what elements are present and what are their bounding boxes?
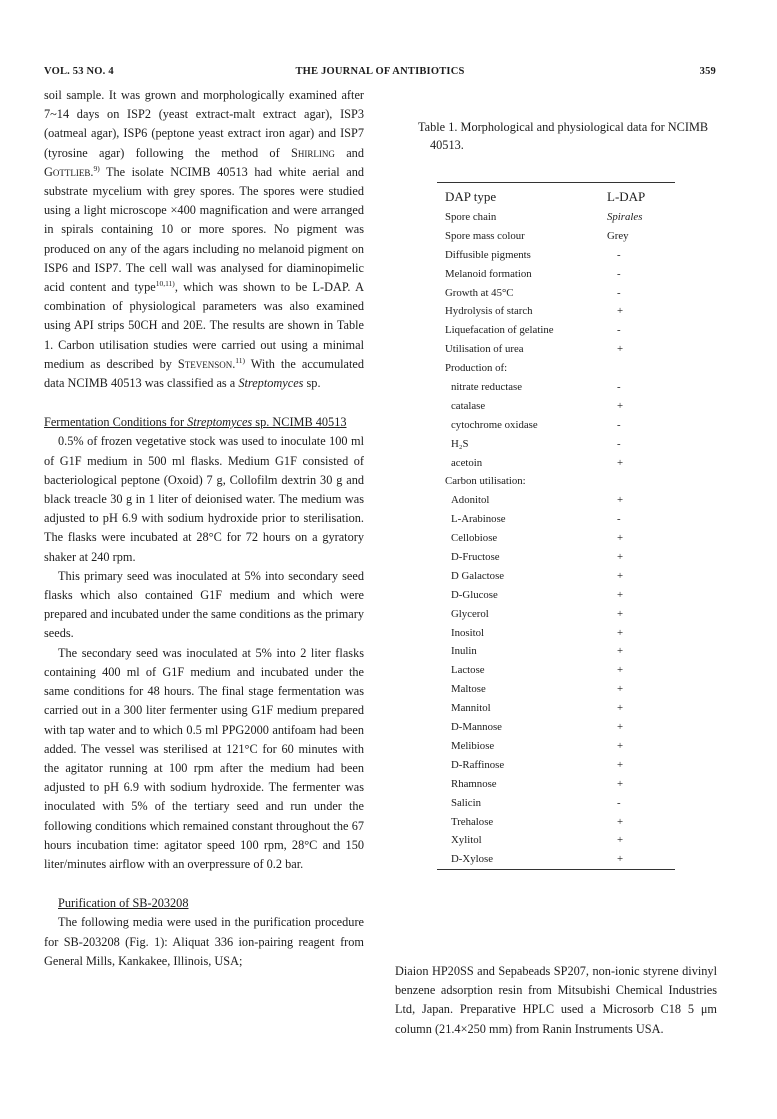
table-row [437, 378, 675, 397]
volume-number: VOL. 53 NO. 4 [44, 66, 114, 77]
table-row-value: + [617, 664, 624, 677]
table-row [437, 794, 675, 813]
author-shirling: Shirling [291, 145, 335, 160]
table-row [437, 567, 675, 586]
table-row-value: + [617, 834, 624, 847]
table-row [437, 756, 675, 775]
table-caption-block [418, 118, 718, 154]
table-row [437, 416, 675, 435]
table-row-label: D-Fructose [451, 551, 500, 564]
table-row-value: + [617, 551, 624, 564]
table-row [437, 397, 675, 416]
table-row-value: - [617, 267, 621, 280]
paragraph-fermentation-3: The secondary seed was inoculated at 5% into 2 liter flasks containing 400 ml of G1F medium and incubated under the same conditions for 48 hours. The final stage fermentation was carried out in a 300 liter fermenter using G1F medium prepared with tap water and to which 0.5 ml PPG2000 antifoam had been added. The vessel was sterilised at 121°C for 60 minutes with the agitator running at 100 rpm after the medium had been adjusted to pH 6.9 with sodium hydroxide. The fermenter was inoculated with 5% of the tertiary seed and run under the following conditions which remained constant throughout the 67 hours incubation time: agitator speed 100 rpm, 28°C and 150 liter/minutes airflow with an overpressure of 0.2 bar. [44, 645, 364, 871]
table-row-value: - [617, 324, 621, 337]
table-body [437, 208, 675, 869]
table-header-l-dap: L-DAP [607, 189, 646, 204]
table-row [437, 850, 675, 869]
table-row-value: + [617, 702, 624, 715]
table-row-value: - [617, 418, 621, 431]
table-row-label: L-Arabinose [451, 513, 506, 526]
paragraph-morphology: soil sample. It was grown and morphologically examined after 7~14 days on ISP2 (yeast extract-malt extract agar), ISP3 (oatmeal agar), ISP6 (peptone yeast extract iron agar) and ISP7 (tyrosine agar) following the method of Shirling and Gottlieb.$^{9)}$ The isolate NCIMB 40513 had white aerial and substrate mycelium with grey spores. The spores were studied using a light microscope ×400 magnification and were arranged in spirals containing 10 or more spores. No pigment was produced on any of the agars including no melanoid pigment on ISP6 and ISP7. The cell wall was analysed for diaminopimelic acid content and type$^{10,11)}$, which was shown to be L-DAP. A combination of physiological parameters was also examined using API strips 50CH and 20E. The results are shown in Table 1. Carbon utilisation studies were carried out using a minimal medium as described by Stevenson.$^{11)}$ With the accumulated data NCIMB 40513 was classified as a Streptomyces sp. [44, 88, 365, 391]
table-row-value: + [617, 532, 624, 545]
table-row-label: D-Xylose [451, 853, 493, 866]
table-row [437, 775, 675, 794]
table-header-dap-type: DAP type [445, 189, 497, 204]
table-row-label: Growth at 45°C [445, 286, 514, 299]
table-row [437, 624, 675, 643]
table-row-value: + [617, 815, 624, 828]
reference-9: 9) [93, 163, 100, 173]
table-row [437, 831, 675, 850]
table-row-value: + [617, 777, 624, 790]
table-row-value: + [617, 853, 624, 866]
table-row-label: Adonitol [451, 494, 490, 507]
table-row-label: Trehalose [451, 815, 494, 828]
table-row-value: - [617, 286, 621, 299]
table-row-label: catalase [451, 399, 486, 412]
table-header-row [437, 183, 675, 208]
table-row [437, 491, 675, 510]
table-row-label: Hydrolysis of starch [445, 305, 533, 318]
table-row-label: D-Glucose [451, 588, 498, 601]
table-row [437, 435, 675, 454]
table-row-value: Spirales [607, 211, 643, 223]
table-row-value: + [617, 494, 624, 507]
table-row [437, 227, 675, 246]
table-row [437, 548, 675, 567]
table-row-value: + [617, 305, 624, 318]
table-row [437, 246, 675, 265]
table-row-label: D-Raffinose [451, 758, 505, 771]
table-row-value: + [617, 721, 624, 734]
table-row-label: Salicin [451, 796, 481, 809]
running-header [44, 66, 716, 82]
table-row-value: + [617, 683, 624, 696]
table-row [437, 680, 675, 699]
table-row-label: Inulin [451, 645, 477, 658]
page-number: 359 [699, 66, 716, 77]
journal-title: THE JOURNAL OF ANTIBIOTICS [295, 66, 465, 77]
section-title-purification: Purification of SB-203208 [58, 896, 189, 911]
reference-11: 11) [235, 355, 246, 365]
table-row-label: Spore mass colour [445, 229, 525, 242]
table-row-value: + [617, 645, 624, 658]
table-row [437, 340, 675, 359]
table-row-value: + [617, 607, 624, 620]
paragraph-resins-hplc: Diaion HP20SS and Sepabeads SP207, non-ionic styrene divinyl benzene adsorption resin from Mitsubishi Chemical Industries Ltd, Japan. Preparative HPLC used a Microsorb C18 5 μm column (21.4×250 mm) from Ranin Instruments USA. [395, 964, 717, 1036]
table-row-value: + [617, 626, 624, 639]
table-row-label: Melibiose [451, 739, 495, 752]
table-row-label: Diffusible pigments [445, 248, 531, 261]
table-row-label: Cellobiose [451, 532, 498, 545]
table-row-label: Production of: [445, 362, 508, 375]
table-row-value: - [617, 248, 621, 261]
table-row [437, 699, 675, 718]
table-row-label: Spore chain [445, 211, 497, 223]
table-row-value: + [617, 758, 624, 771]
table-row-value: + [617, 569, 624, 582]
table-row [437, 586, 675, 605]
table-row-label: acetoin [451, 456, 483, 469]
table-row [437, 265, 675, 284]
table-row-label: Lactose [451, 664, 485, 677]
table-row-value [607, 472, 667, 491]
paragraph-fermentation-2: This primary seed was inoculated at 5% into secondary seed flasks which also contained G1F medium and which were prepared and incubated under the same conditions as the primary seeds. [44, 568, 364, 641]
table-row-value: + [617, 343, 624, 356]
data-table [437, 182, 675, 870]
table-bottom-rule [437, 869, 675, 870]
author-gottlieb: Gottlieb. [44, 164, 94, 179]
table-row-label: Maltose [451, 683, 486, 696]
table-row-value: - [617, 381, 621, 394]
table-row-label: Inositol [451, 626, 484, 639]
table-row-value: - [617, 437, 621, 450]
author-stevenson: Stevenson. [177, 356, 236, 371]
table-row [437, 302, 675, 321]
table-row [437, 605, 675, 624]
table-row-label: D-Mannose [451, 721, 502, 734]
table-row [437, 472, 675, 491]
table-caption: Table 1. Morphological and physiological data for NCIMB 40513. [418, 120, 709, 152]
table-row-label: Liquefacation of gelatine [445, 324, 554, 337]
table-row [437, 208, 675, 227]
table-row-value: + [617, 588, 624, 601]
table-row-value: - [617, 513, 621, 526]
table-row-label: Melanoid formation [445, 267, 532, 280]
genus-name: Streptomyces [238, 376, 304, 391]
table-row-value: Grey [607, 229, 629, 242]
table-row-label: nitrate reductase [451, 381, 523, 394]
right-column-text [395, 962, 717, 1039]
table-row [437, 529, 675, 548]
table-row-value: + [617, 739, 624, 752]
table-row-value: + [617, 456, 624, 469]
table-row-value: - [617, 796, 621, 809]
table-row [437, 661, 675, 680]
table-row [437, 737, 675, 756]
table-row-value [607, 359, 667, 378]
table-row-label: Xylitol [451, 834, 482, 847]
table-row-label: cytochrome oxidase [451, 418, 538, 431]
paragraph-purification: The following media were used in the purification procedure for SB-203208 (Fig. 1): Aliquat 336 ion-pairing reagent from General Mills, Kankakee, Illinois, USA; [44, 915, 364, 968]
table-row [437, 813, 675, 832]
table-row [437, 718, 675, 737]
table-row [437, 284, 675, 303]
table-row [437, 321, 675, 340]
table-row-label: Mannitol [451, 702, 491, 715]
table-row-label: Utilisation of urea [445, 343, 524, 356]
table-row-label: H₂S [451, 437, 469, 450]
paragraph-fermentation-1: 0.5% of frozen vegetative stock was used to inoculate 100 ml of G1F medium in 500 ml flasks. Medium G1F consisted of bacteriological peptone (Oxoid) 7 g, Collofilm dextrin 30 g and black treacle 30 g in 1 liter of deionised water. The medium was adjusted to pH 6.9 with sodium hydroxide prior to sterilisation. The flasks were incubated at 28°C for 72 hours on a gyratory shaker at 240 rpm. [44, 434, 364, 564]
table-row [437, 359, 675, 378]
left-column [44, 86, 364, 971]
table-row-label: D Galactose [451, 569, 505, 582]
table-row-label: Carbon utilisation: [445, 475, 526, 488]
table-row [437, 454, 675, 473]
table-row [437, 642, 675, 661]
table-row-label: Rhamnose [451, 777, 497, 790]
table-row-label: Glycerol [451, 607, 489, 620]
table-row-value: + [617, 399, 624, 412]
table-row [437, 510, 675, 529]
reference-10-11: 10,11) [155, 278, 175, 288]
section-title-fermentation: Fermentation Conditions for Streptomyces sp. NCIMB 40513 [44, 415, 347, 430]
